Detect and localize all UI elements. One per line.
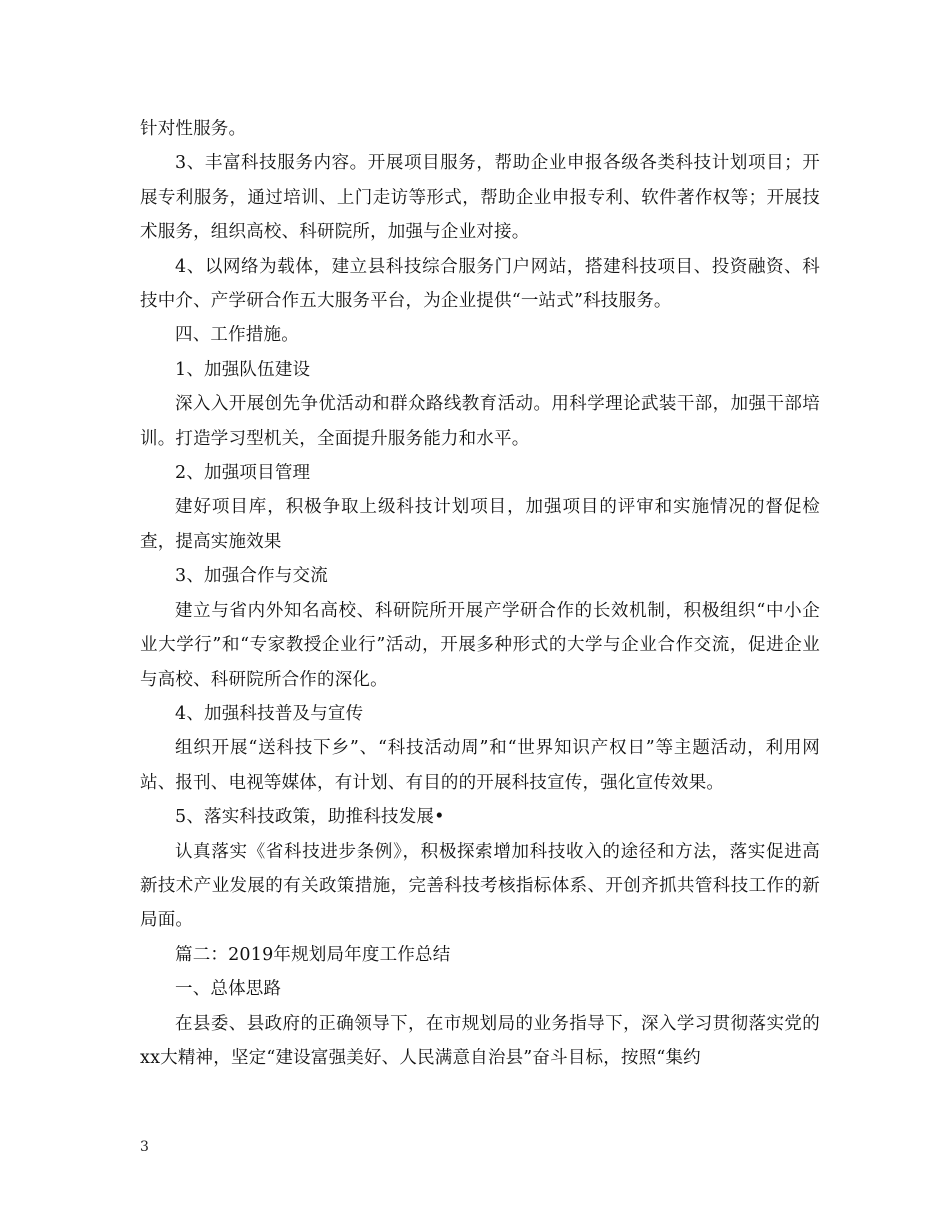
section-heading-measures: 四、工作措施。 (175, 325, 299, 346)
paragraph-project-management: 建好项目库，积极争取上级科技计划项目，加强项目的评审和实施情况的督促检查，提高实施效果 (140, 497, 820, 552)
paragraph-team-building: 深入入开展创先争优活动和群众路线教育活动。用科学理论武装干部，加强干部培训。打造学习型机关，全面提升服务能力和水平。 (140, 394, 820, 449)
paragraph-policy: 认真落实《省科技进步条例》，积极探索增加科技收入的途径和方法，落实促进高新技术产业发展的有关政策措施，完善科技考核指标体系、开创齐抓共管科技工作的新局面。 (140, 841, 820, 931)
subheading-cooperation: 3、加强合作与交流 (175, 566, 328, 587)
paragraph-cooperation: 建立与省内外知名高校、科研院所开展产学研合作的长效机制，积极组织“中小企业大学行”和“专家教授企业行”活动，开展多种形式的大学与企业合作交流，促进企业与高校、科研院所合作的深化。 (140, 600, 820, 690)
paragraph-overall-idea: 在县委、县政府的正确领导下，在市规划局的业务指导下，深入学习贯彻落实党的xx大精神，坚定“建设富强美好、人民满意自治县”奋斗目标，按照“集约 (140, 1013, 820, 1068)
subheading-overall-idea: 一、总体思路 (175, 979, 282, 1000)
subheading-publicity: 4、加强科技普及与宣传 (175, 703, 364, 724)
subheading-project-management: 2、加强项目管理 (175, 463, 311, 484)
subheading-team-building: 1、加强队伍建设 (175, 359, 311, 380)
article-two-title: 篇二：2019年规划局年度工作总结 (175, 944, 451, 965)
paragraph-1: 针对性服务。 (140, 119, 247, 139)
subheading-policy: 5、落实科技政策，助推科技发展• (175, 807, 445, 828)
paragraph-3: 4、以网络为载体，建立县科技综合服务门户网站，搭建科技项目、投资融资、科技中介、产学研合作五大服务平台，为企业提供“一站式”科技服务。 (140, 256, 820, 312)
paragraph-publicity: 组织开展“送科技下乡”、“科技活动周”和“世界知识产权日”等主题活动，利用网站、报刊、电视等媒体，有计划、有目的的开展科技宣传，强化宣传效果。 (140, 738, 820, 793)
document-body (140, 112, 820, 1075)
page-number: 3 (140, 1139, 149, 1155)
paragraph-2: 3、丰富科技服务内容。开展项目服务，帮助企业申报各级各类科技计划项目；开展专利服务，通过培训、上门走访等形式，帮助企业申报专利、软件著作权等；开展技术服务，组织高校、科研院所，加强与企业对接。 (140, 153, 820, 243)
